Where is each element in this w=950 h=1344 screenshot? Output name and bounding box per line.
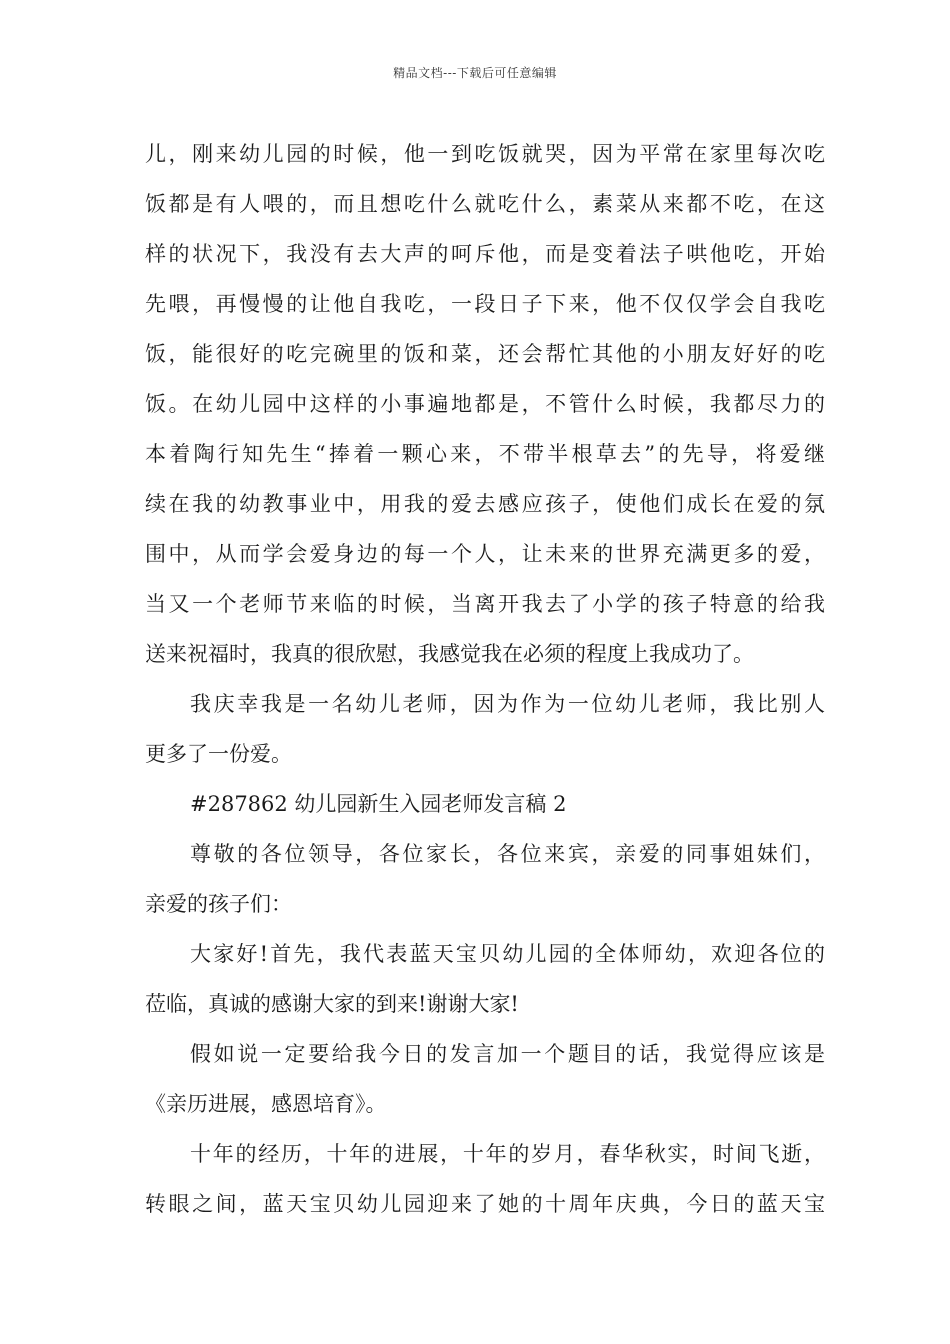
text-line: 饭。在幼儿园中这样的小事遍地都是，不管什么时候，我都尽力的 [145,392,825,416]
text-line: 十年的经历，十年的进展，十年的岁月，春华秋实，时间飞逝， [190,1142,825,1166]
text-line: 先喂，再慢慢的让他自我吃，一段日子下来，他不仅仅学会自我吃 [145,292,825,316]
text-line: 续在我的幼教事业中，用我的爱去感应孩子，使他们成长在爱的氛 [145,492,825,516]
text-line: 更多了一份爱。 [145,742,292,766]
text-line: 围中，从而学会爱身边的每一个人，让未来的世界充满更多的爱， [145,542,825,566]
text-line: 转眼之间，蓝天宝贝幼儿园迎来了她的十周年庆典，今日的蓝天宝 [145,1192,825,1216]
text-line: 假如说一定要给我今日的发言加一个题目的话，我觉得应该是 [190,1042,825,1066]
text-line: 我庆幸我是一名幼儿老师，因为作为一位幼儿老师，我比别人 [190,692,825,716]
text-line: 儿，刚来幼儿园的时候，他一到吃饭就哭，因为平常在家里每次吃 [145,142,825,166]
text-line: 亲爱的孩子们： [145,892,292,916]
section-title: #287862 幼儿园新生入园老师发言稿 2 [190,792,567,816]
document-body [145,129,825,1229]
page-header: 精品文档---下载后可任意编辑 [393,66,557,80]
text-line: 样的状况下，我没有去大声的呵斥他，而是变着法子哄他吃，开始 [145,242,825,266]
text-line: 送来祝福时，我真的很欣慰，我感觉我在必须的程度上我成功了。 [145,642,754,666]
text-line: 当又一个老师节来临的时候，当离开我去了小学的孩子特意的给我 [145,592,825,616]
text-line: 饭，能很好的吃完碗里的饭和菜，还会帮忙其他的小朋友好好的吃 [145,342,825,366]
text-line: 《亲历进展，感恩培育》。 [145,1092,387,1116]
text-line: 大家好!首先，我代表蓝天宝贝幼儿园的全体师幼，欢迎各位的 [190,942,825,966]
text-line: 尊敬的各位领导，各位家长，各位来宾，亲爱的同事姐妹们， [190,842,825,866]
text-line: 本着陶行知先生“捧着一颗心来，不带半根草去”的先导，将爱继 [145,442,825,466]
text-line: 饭都是有人喂的，而且想吃什么就吃什么，素菜从来都不吃，在这 [145,192,825,216]
text-line: 莅临，真诚的感谢大家的到来!谢谢大家! [145,992,519,1016]
